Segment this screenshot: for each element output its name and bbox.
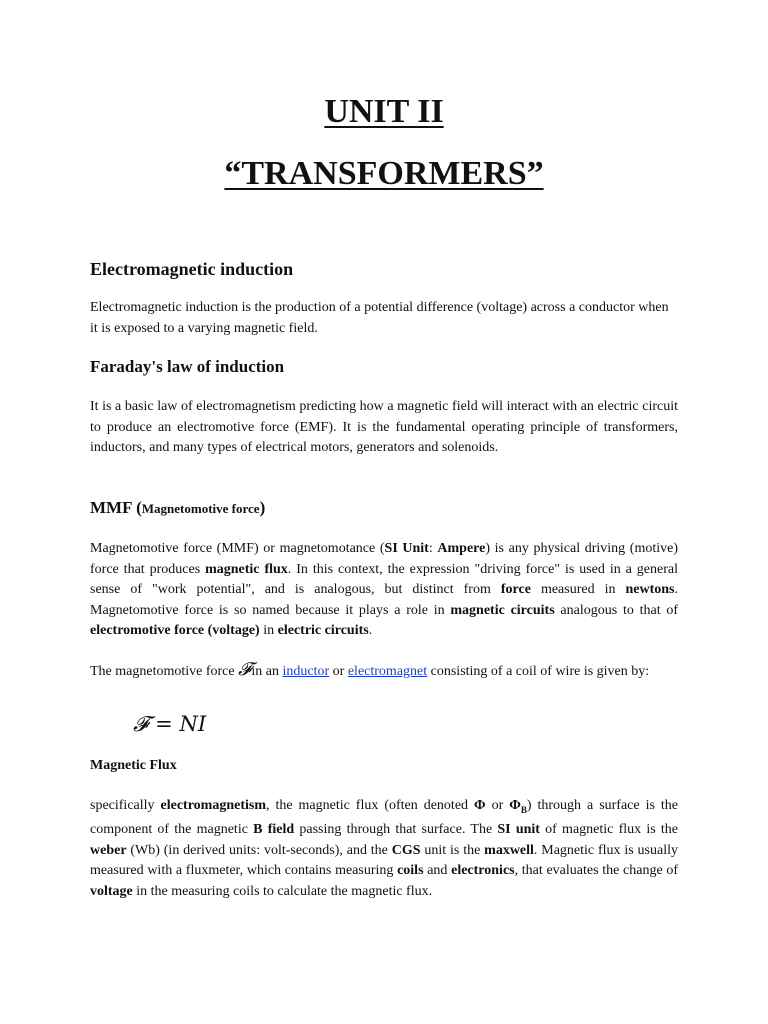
paragraph-faradays-law: It is a basic law of electromagnetism predicting how a magnetic field will interact with an electric circuit to produce an electromotive force (EMF). It is the fundamental operating principle of transformers, inductors, and many types of electrical motors, generators and solenoids. [90,399,678,455]
bold-term: Φ [509,798,521,813]
heading-electromagnetic-induction: Electromagnetic induction [90,259,294,279]
text-run: specifically [90,798,161,813]
text-run: in [259,623,278,638]
bold-term: magnetic flux [205,561,288,577]
paragraph-mmf-definition [90,539,678,642]
mmf-formula: 𝓕 = NI [133,712,207,736]
text-run: of magnetic flux is the [539,822,678,838]
text-run: , the magnetic flux (often denoted [265,798,475,813]
text-run: . Magnetomotive force is so named because it plays a role in [90,582,678,618]
bold-term: SI Unit [384,541,429,556]
text-run: or [485,798,510,813]
text-run: passing through that surface. The [294,822,498,838]
text-run: . In this context, the expression "driving force" is used in a general sense of "work potential", and is analogous, but distinct from [90,561,678,597]
bold-term: maxwell [484,842,534,858]
bold-term: electromagnetism [160,798,266,813]
text-run: or [329,664,348,679]
text-run: measured in [530,582,626,597]
bold-term: SI unit [497,822,540,838]
inductor-link[interactable]: inductor [282,664,330,679]
bold-term: CGS [391,842,421,858]
bold-term: coils [397,863,424,879]
text-run: in an [251,664,283,679]
text-run: , that evaluates the change of [514,863,679,879]
heading-mmf-full: Magnetomotive force [141,501,260,516]
text-run: consisting of a coil of wire is given by: [427,664,650,679]
bold-term: electronics [451,863,515,879]
bold-term: force [500,582,531,597]
heading-mmf-abbr: MMF ( [90,498,142,517]
subscript-b: B [520,804,527,815]
text-run: unit is the [420,842,485,858]
bold-term: electromotive force (voltage) [90,623,260,638]
text-run: and [423,863,452,879]
text-run: The magnetomotive force [90,664,239,679]
heading-magnetic-flux: Magnetic Flux [90,758,177,773]
bold-term: electric circuits [277,623,369,638]
text-run: (Wb) (in derived units: volt-seconds), and the [126,842,392,858]
bold-term: Φ [474,798,486,813]
bold-term: magnetic circuits [450,602,555,618]
text-run: in the measuring coils to calculate the magnetic flux. [132,883,433,899]
paragraph-electromagnetic-induction: Electromagnetic induction is the production of a potential difference (voltage) across a conductor when it is exposed to a varying magnetic field. [90,300,669,336]
heading-mmf-close: ) [259,498,266,517]
paragraph-mmf-coil [90,660,678,683]
text-run: ) through a surface is the component of the magnetic [90,798,678,838]
text-run: : [428,541,438,556]
bold-term: voltage [90,883,133,899]
subject-title: “TRANSFORMERS” [224,155,544,192]
paragraph-magnetic-flux [90,796,678,902]
bold-term: weber [90,842,127,858]
heading-faradays-law: Faraday's law of induction [90,357,285,376]
heading-mmf [90,498,265,518]
unit-title: UNIT II [324,93,444,130]
mmf-symbol: 𝓕 [238,659,252,680]
bold-term: B field [253,822,295,838]
electromagnet-link[interactable]: electromagnet [347,664,428,679]
bold-term: newtons [625,582,675,597]
text-run: analogous to that of [554,602,679,618]
text-run: ) is any physical driving (motive) force that produces [90,541,679,577]
text-run: . [368,623,373,638]
bold-term: Ampere [437,541,486,556]
text-run: Magnetomotive force (MMF) or magnetomotance ( [90,541,385,556]
text-run: . Magnetic flux is usually measured with a fluxmeter, which contains measuring [90,842,679,879]
